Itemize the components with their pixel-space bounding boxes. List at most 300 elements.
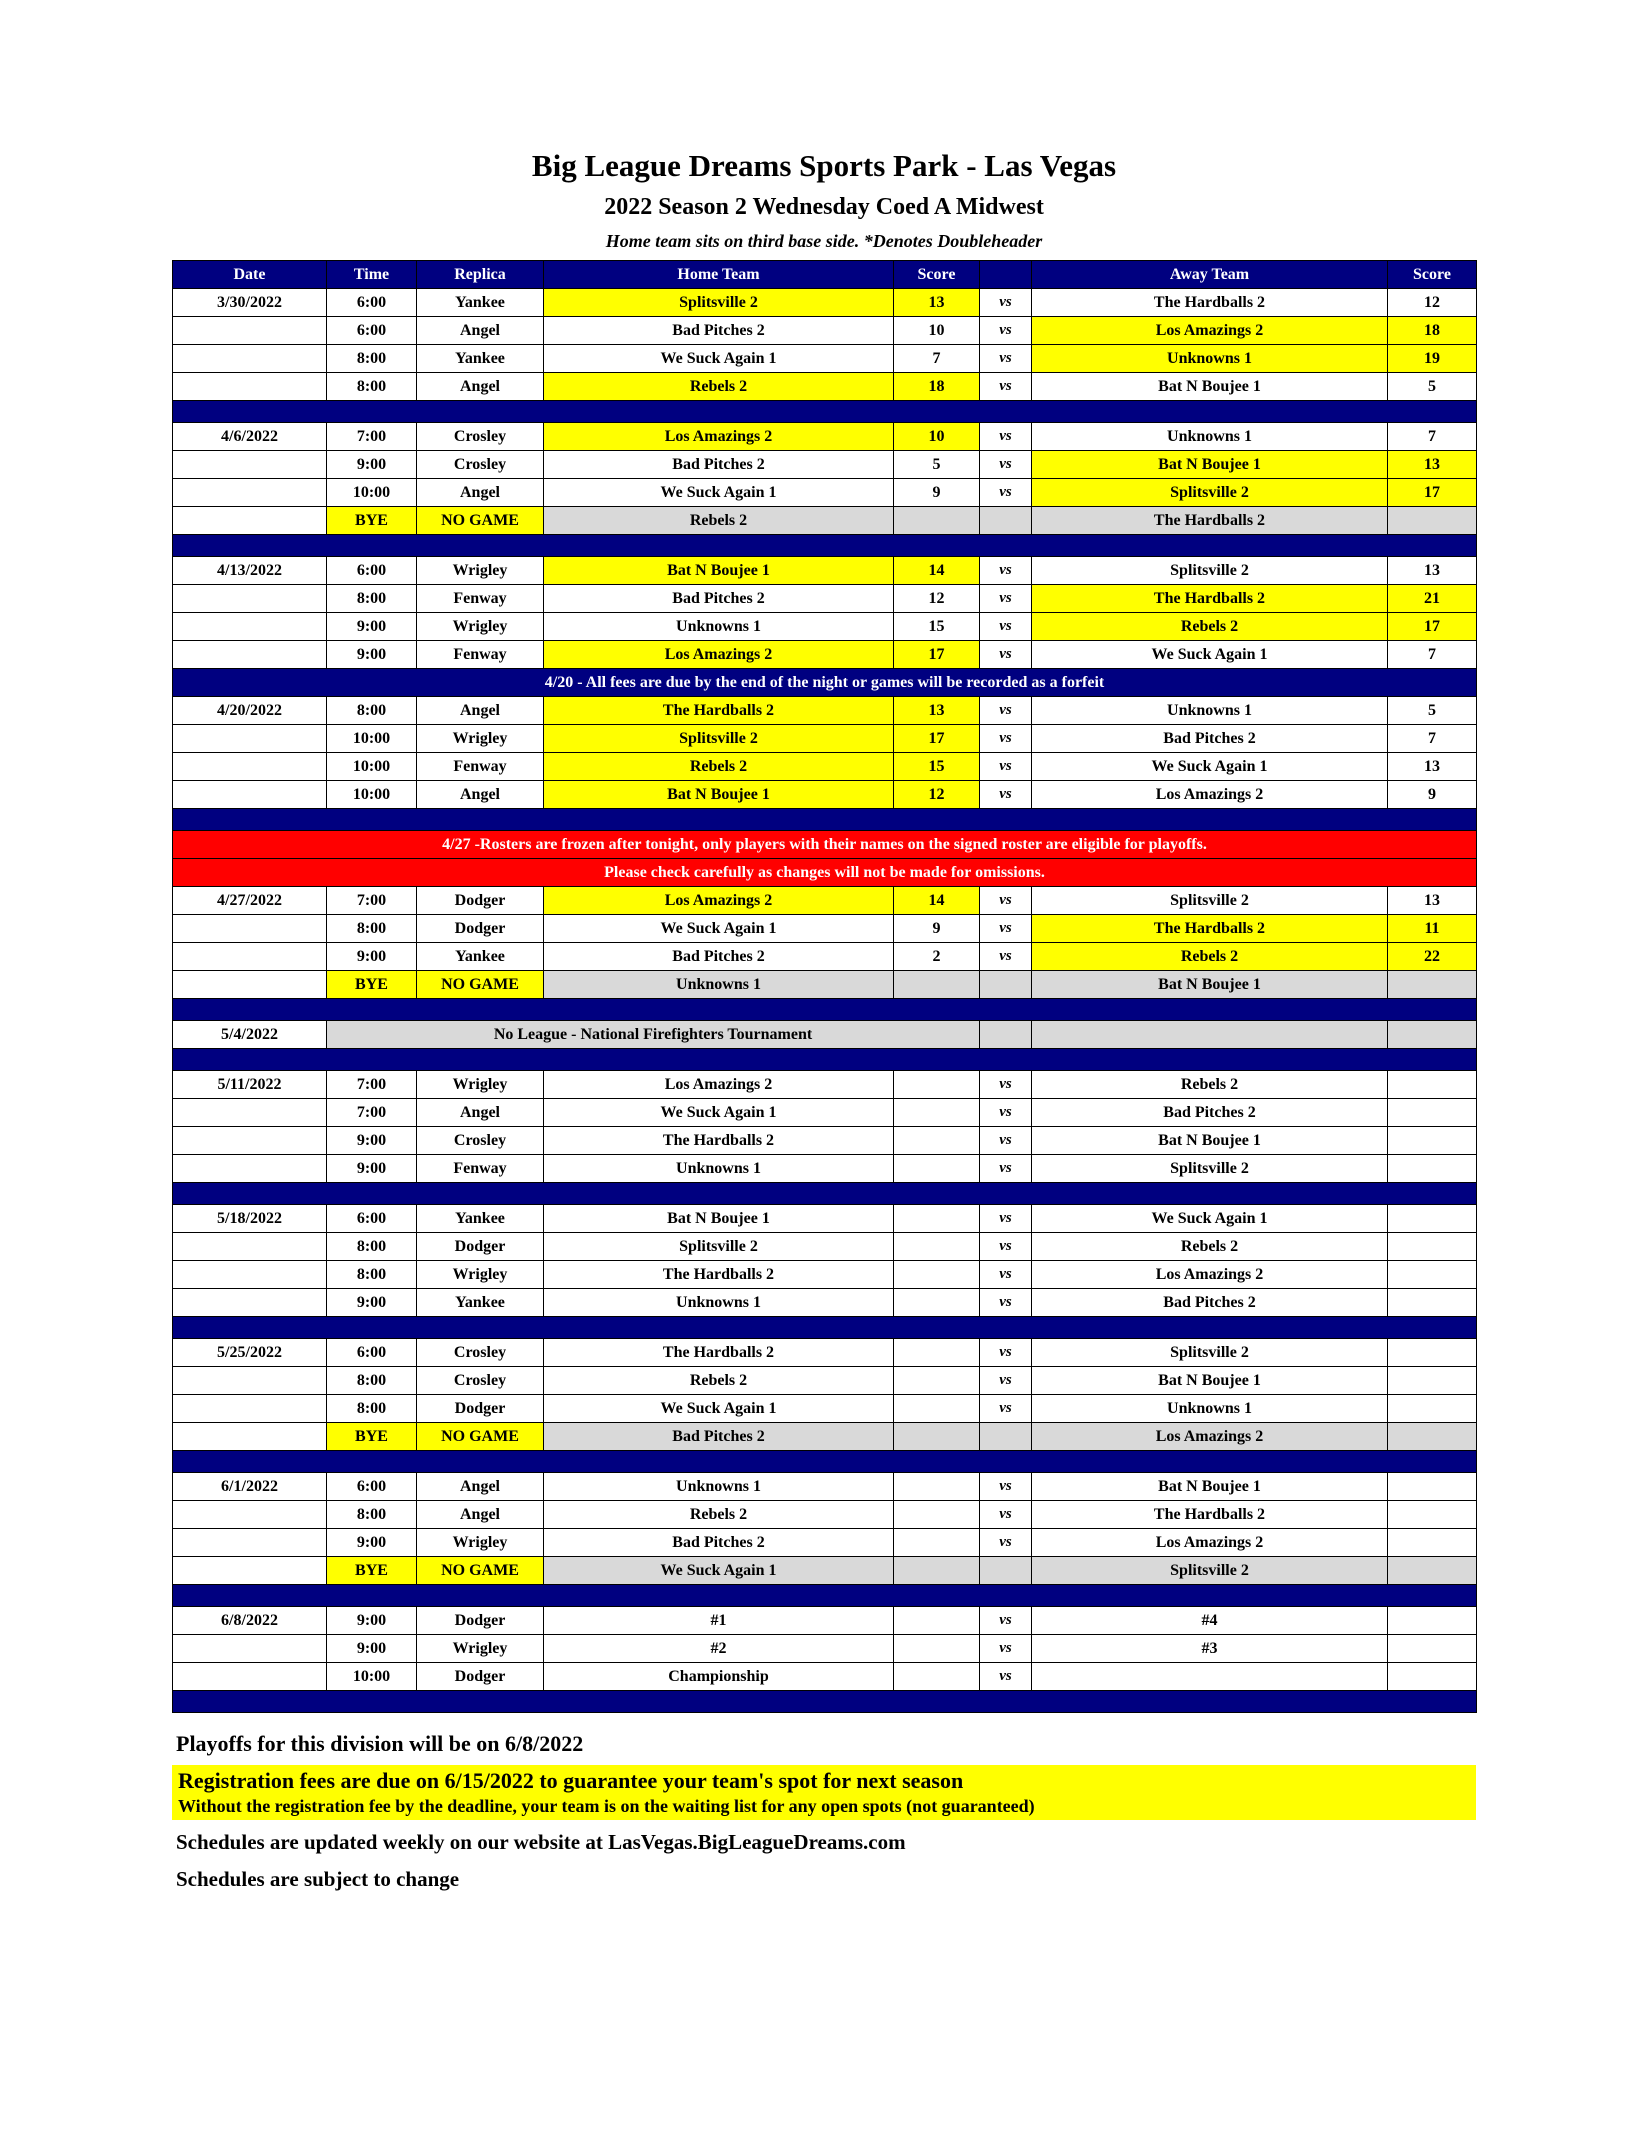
away-score-cell: 13 — [1388, 753, 1477, 781]
bye-row — [173, 1423, 1477, 1451]
date-cell — [173, 507, 327, 535]
home-score-cell — [894, 1473, 980, 1501]
away-team-cell: Bat N Boujee 1 — [1032, 451, 1388, 479]
away-team-cell: The Hardballs 2 — [1032, 915, 1388, 943]
date-cell — [173, 971, 327, 999]
away-score-cell — [1388, 1205, 1477, 1233]
home-team-cell: Unknowns 1 — [544, 1473, 894, 1501]
no-league-row — [173, 1021, 1477, 1049]
time-cell: 8:00 — [327, 345, 417, 373]
replica-cell: Angel — [417, 781, 544, 809]
replica-cell: Crosley — [417, 451, 544, 479]
home-team-cell: Los Amazings 2 — [544, 423, 894, 451]
away-score-cell: 12 — [1388, 289, 1477, 317]
home-score-cell: 12 — [894, 781, 980, 809]
home-team-cell: Rebels 2 — [544, 1367, 894, 1395]
game-row — [173, 887, 1477, 915]
time-cell: 7:00 — [327, 423, 417, 451]
date-cell — [173, 585, 327, 613]
away-score-cell — [1388, 1339, 1477, 1367]
home-score-cell: 13 — [894, 697, 980, 725]
separator-bar — [173, 1183, 1477, 1205]
time-cell: BYE — [327, 1423, 417, 1451]
game-row — [173, 641, 1477, 669]
date-cell — [173, 613, 327, 641]
home-score-cell: 17 — [894, 641, 980, 669]
vs-cell: vs — [980, 697, 1032, 725]
date-cell: 6/1/2022 — [173, 1473, 327, 1501]
away-team-cell: The Hardballs 2 — [1032, 289, 1388, 317]
vs-cell: vs — [980, 289, 1032, 317]
home-team-cell: Rebels 2 — [544, 753, 894, 781]
home-team-cell: Bat N Boujee 1 — [544, 781, 894, 809]
away-team-cell: Bad Pitches 2 — [1032, 1289, 1388, 1317]
time-cell: 6:00 — [327, 1339, 417, 1367]
date-cell — [173, 1557, 327, 1585]
away-score-cell — [1388, 1261, 1477, 1289]
time-cell: 9:00 — [327, 1607, 417, 1635]
home-team-cell: Unknowns 1 — [544, 1289, 894, 1317]
home-team-cell: Bad Pitches 2 — [544, 317, 894, 345]
home-team-cell: We Suck Again 1 — [544, 1557, 894, 1585]
replica-cell: Dodger — [417, 887, 544, 915]
away-team-cell: Bat N Boujee 1 — [1032, 1473, 1388, 1501]
time-cell: 10:00 — [327, 725, 417, 753]
vs-cell: vs — [980, 1071, 1032, 1099]
date-cell — [173, 1367, 327, 1395]
home-team-cell: Bad Pitches 2 — [544, 1423, 894, 1451]
away-team-cell: We Suck Again 1 — [1032, 641, 1388, 669]
game-row — [173, 479, 1477, 507]
home-score-cell — [894, 1663, 980, 1691]
home-team-cell: We Suck Again 1 — [544, 345, 894, 373]
time-cell: 9:00 — [327, 1529, 417, 1557]
away-team-cell: Bat N Boujee 1 — [1032, 373, 1388, 401]
replica-cell: Wrigley — [417, 1071, 544, 1099]
schedule-table — [172, 260, 1477, 1713]
replica-cell: Dodger — [417, 915, 544, 943]
time-cell: 6:00 — [327, 557, 417, 585]
separator-bar — [173, 809, 1477, 831]
home-team-cell: Bad Pitches 2 — [544, 585, 894, 613]
vs-cell: vs — [980, 1501, 1032, 1529]
away-team-cell — [1032, 1021, 1388, 1049]
fees-due-notice-row — [173, 669, 1477, 697]
schedule-table-head — [173, 261, 1477, 289]
date-cell — [173, 451, 327, 479]
home-score-cell: 15 — [894, 753, 980, 781]
time-cell: 6:00 — [327, 1473, 417, 1501]
away-score-cell: 13 — [1388, 557, 1477, 585]
home-team-cell: Bat N Boujee 1 — [544, 1205, 894, 1233]
vs-cell: vs — [980, 1395, 1032, 1423]
home-team-cell: Bad Pitches 2 — [544, 943, 894, 971]
replica-cell: Angel — [417, 697, 544, 725]
home-score-cell: 14 — [894, 887, 980, 915]
home-team-cell: We Suck Again 1 — [544, 915, 894, 943]
away-score-cell: 19 — [1388, 345, 1477, 373]
date-cell: 5/25/2022 — [173, 1339, 327, 1367]
away-score-cell — [1388, 1395, 1477, 1423]
game-row — [173, 1071, 1477, 1099]
time-cell: 7:00 — [327, 1099, 417, 1127]
away-score-cell: 7 — [1388, 725, 1477, 753]
game-row — [173, 1155, 1477, 1183]
date-cell — [173, 345, 327, 373]
time-cell: 8:00 — [327, 1395, 417, 1423]
time-cell: 9:00 — [327, 451, 417, 479]
date-cell — [173, 1127, 327, 1155]
vs-cell: vs — [980, 585, 1032, 613]
time-cell: 8:00 — [327, 1501, 417, 1529]
home-team-cell: Bad Pitches 2 — [544, 1529, 894, 1557]
away-score-cell — [1388, 1423, 1477, 1451]
game-row — [173, 1261, 1477, 1289]
date-cell — [173, 1635, 327, 1663]
away-team-cell: Splitsville 2 — [1032, 1557, 1388, 1585]
home-score-cell — [894, 1529, 980, 1557]
separator-bar — [173, 535, 1477, 557]
away-score-cell — [1388, 1529, 1477, 1557]
time-cell: 8:00 — [327, 1233, 417, 1261]
date-cell — [173, 317, 327, 345]
date-cell: 4/6/2022 — [173, 423, 327, 451]
time-cell: 10:00 — [327, 753, 417, 781]
game-row — [173, 345, 1477, 373]
away-team-cell: Los Amazings 2 — [1032, 1261, 1388, 1289]
date-cell — [173, 725, 327, 753]
away-team-cell: Bat N Boujee 1 — [1032, 971, 1388, 999]
time-cell: 8:00 — [327, 585, 417, 613]
vs-cell: vs — [980, 753, 1032, 781]
away-team-cell: Los Amazings 2 — [1032, 1423, 1388, 1451]
away-score-cell — [1388, 1155, 1477, 1183]
vs-cell: vs — [980, 613, 1032, 641]
replica-cell: Yankee — [417, 289, 544, 317]
page-subtitle: 2022 Season 2 Wednesday Coed A Midwest — [604, 194, 1044, 220]
game-row — [173, 557, 1477, 585]
replica-cell: Wrigley — [417, 1529, 544, 1557]
home-score-cell: 13 — [894, 289, 980, 317]
away-score-cell: 9 — [1388, 781, 1477, 809]
home-score-cell: 17 — [894, 725, 980, 753]
home-score-cell: 12 — [894, 585, 980, 613]
date-cell — [173, 915, 327, 943]
away-score-cell: 7 — [1388, 641, 1477, 669]
date-cell — [173, 1099, 327, 1127]
vs-cell: vs — [980, 1289, 1032, 1317]
game-row — [173, 1289, 1477, 1317]
replica-cell: Yankee — [417, 345, 544, 373]
away-team-cell: We Suck Again 1 — [1032, 753, 1388, 781]
time-cell: BYE — [327, 1557, 417, 1585]
vs-cell: vs — [980, 887, 1032, 915]
game-row — [173, 1205, 1477, 1233]
game-row — [173, 1233, 1477, 1261]
vs-cell: vs — [980, 1205, 1032, 1233]
separator-bar — [173, 1585, 1477, 1607]
vs-cell — [980, 971, 1032, 999]
home-score-cell — [894, 1367, 980, 1395]
away-team-cell: Bad Pitches 2 — [1032, 725, 1388, 753]
home-team-cell: The Hardballs 2 — [544, 1261, 894, 1289]
date-cell — [173, 781, 327, 809]
separator-bar — [173, 1691, 1477, 1713]
vs-cell: vs — [980, 1663, 1032, 1691]
replica-cell: Dodger — [417, 1395, 544, 1423]
date-cell: 4/13/2022 — [173, 557, 327, 585]
separator-bar — [173, 1049, 1477, 1071]
vs-cell: vs — [980, 1099, 1032, 1127]
game-row — [173, 451, 1477, 479]
away-score-cell — [1388, 1127, 1477, 1155]
home-team-cell: Unknowns 1 — [544, 1155, 894, 1183]
away-score-cell: 13 — [1388, 887, 1477, 915]
away-score-cell: 17 — [1388, 613, 1477, 641]
home-team-cell: We Suck Again 1 — [544, 1395, 894, 1423]
away-score-cell — [1388, 1473, 1477, 1501]
game-row — [173, 697, 1477, 725]
vs-cell — [980, 1423, 1032, 1451]
game-row — [173, 585, 1477, 613]
header-date: Date — [173, 261, 327, 289]
game-row — [173, 613, 1477, 641]
home-team-cell: The Hardballs 2 — [544, 1339, 894, 1367]
home-score-cell — [894, 1127, 980, 1155]
game-row — [173, 1395, 1477, 1423]
separator-row — [173, 535, 1477, 557]
away-score-cell — [1388, 1099, 1477, 1127]
game-row — [173, 915, 1477, 943]
separator-bar — [173, 999, 1477, 1021]
away-team-cell: #4 — [1032, 1607, 1388, 1635]
vs-cell: vs — [980, 557, 1032, 585]
replica-cell: Angel — [417, 373, 544, 401]
separator-row — [173, 1049, 1477, 1071]
away-score-cell — [1388, 1071, 1477, 1099]
separator-row — [173, 999, 1477, 1021]
away-team-cell: Bad Pitches 2 — [1032, 1099, 1388, 1127]
schedule-table-body — [173, 289, 1477, 1713]
footer-waitlist-note: Without the registration fee by the deadline, your team is on the waiting list for any open spots (not guaranteed) — [178, 1796, 1035, 1816]
bye-row — [173, 1557, 1477, 1585]
time-cell: 9:00 — [327, 641, 417, 669]
away-score-cell — [1388, 1663, 1477, 1691]
replica-cell: Angel — [417, 1501, 544, 1529]
date-cell: 5/18/2022 — [173, 1205, 327, 1233]
time-cell: 7:00 — [327, 1071, 417, 1099]
notice-text: Please check carefully as changes will not be made for omissions. — [173, 859, 1477, 887]
home-team-cell: Unknowns 1 — [544, 971, 894, 999]
away-score-cell: 5 — [1388, 373, 1477, 401]
vs-cell — [980, 1557, 1032, 1585]
footer-website-note: Schedules are updated weekly on our website at LasVegas.BigLeagueDreams.com — [176, 1830, 906, 1854]
away-score-cell: 21 — [1388, 585, 1477, 613]
home-team-cell: Rebels 2 — [544, 373, 894, 401]
header-row — [173, 261, 1477, 289]
away-team-cell: Splitsville 2 — [1032, 1155, 1388, 1183]
home-team-cell: Los Amazings 2 — [544, 641, 894, 669]
game-row — [173, 943, 1477, 971]
away-team-cell: Splitsville 2 — [1032, 1339, 1388, 1367]
time-cell: 8:00 — [327, 373, 417, 401]
time-cell: 6:00 — [327, 289, 417, 317]
date-cell: 6/8/2022 — [173, 1607, 327, 1635]
notice-text: 4/20 - All fees are due by the end of the night or games will be recorded as a forfeit — [173, 669, 1477, 697]
replica-cell: NO GAME — [417, 507, 544, 535]
replica-cell: Angel — [417, 1473, 544, 1501]
away-score-cell — [1388, 1557, 1477, 1585]
date-cell: 3/30/2022 — [173, 289, 327, 317]
vs-cell: vs — [980, 1261, 1032, 1289]
away-score-cell — [1388, 507, 1477, 535]
home-team-cell: The Hardballs 2 — [544, 697, 894, 725]
vs-cell: vs — [980, 1529, 1032, 1557]
time-cell: 10:00 — [327, 781, 417, 809]
home-score-cell: 2 — [894, 943, 980, 971]
home-score-cell — [894, 1155, 980, 1183]
home-score-cell — [894, 1395, 980, 1423]
time-cell: 6:00 — [327, 317, 417, 345]
separator-row — [173, 1451, 1477, 1473]
date-cell — [173, 1261, 327, 1289]
away-score-cell: 11 — [1388, 915, 1477, 943]
home-team-cell: Bat N Boujee 1 — [544, 557, 894, 585]
replica-cell: Yankee — [417, 943, 544, 971]
away-team-cell: Unknowns 1 — [1032, 697, 1388, 725]
time-cell: 9:00 — [327, 1289, 417, 1317]
header-home-score: Score — [894, 261, 980, 289]
away-team-cell: The Hardballs 2 — [1032, 585, 1388, 613]
home-team-cell: We Suck Again 1 — [544, 1099, 894, 1127]
vs-cell: vs — [980, 373, 1032, 401]
header-away-team: Away Team — [1032, 261, 1388, 289]
home-score-cell: 9 — [894, 915, 980, 943]
home-score-cell — [894, 1557, 980, 1585]
home-score-cell: 14 — [894, 557, 980, 585]
away-team-cell: Rebels 2 — [1032, 1071, 1388, 1099]
replica-cell: Angel — [417, 1099, 544, 1127]
home-team-cell: Los Amazings 2 — [544, 887, 894, 915]
date-cell — [173, 943, 327, 971]
separator-row — [173, 401, 1477, 423]
away-team-cell: Unknowns 1 — [1032, 1395, 1388, 1423]
home-score-cell: 7 — [894, 345, 980, 373]
notice-text: 4/27 -Rosters are frozen after tonight, only players with their names on the signed roster are eligible for playoffs. — [173, 831, 1477, 859]
home-score-cell — [894, 1261, 980, 1289]
game-row — [173, 1501, 1477, 1529]
game-row — [173, 289, 1477, 317]
date-cell: 5/11/2022 — [173, 1071, 327, 1099]
vs-cell: vs — [980, 1155, 1032, 1183]
vs-cell: vs — [980, 317, 1032, 345]
away-team-cell: Unknowns 1 — [1032, 423, 1388, 451]
date-cell — [173, 1663, 327, 1691]
time-cell: 9:00 — [327, 613, 417, 641]
home-score-cell — [894, 1071, 980, 1099]
away-team-cell — [1032, 1663, 1388, 1691]
date-cell: 4/20/2022 — [173, 697, 327, 725]
replica-cell: Angel — [417, 479, 544, 507]
date-cell — [173, 1501, 327, 1529]
replica-cell: Crosley — [417, 1339, 544, 1367]
vs-cell: vs — [980, 1607, 1032, 1635]
away-score-cell: 17 — [1388, 479, 1477, 507]
game-row — [173, 1099, 1477, 1127]
replica-cell: Yankee — [417, 1289, 544, 1317]
footer-registration-note: Registration fees are due on 6/15/2022 to guarantee your team's spot for next season — [178, 1768, 964, 1793]
footer-registration-block — [172, 1765, 1476, 1820]
home-score-cell: 10 — [894, 317, 980, 345]
home-team-cell: #2 — [544, 1635, 894, 1663]
game-row — [173, 781, 1477, 809]
replica-cell: Fenway — [417, 641, 544, 669]
vs-cell: vs — [980, 1635, 1032, 1663]
roster-freeze-notice-row — [173, 831, 1477, 859]
separator-row — [173, 809, 1477, 831]
replica-cell: Crosley — [417, 423, 544, 451]
header-time: Time — [327, 261, 417, 289]
header-home-team: Home Team — [544, 261, 894, 289]
home-score-cell — [894, 1423, 980, 1451]
replica-cell: Angel — [417, 317, 544, 345]
date-cell — [173, 1289, 327, 1317]
home-team-cell: Bad Pitches 2 — [544, 451, 894, 479]
time-cell: 9:00 — [327, 1155, 417, 1183]
time-cell: 7:00 — [327, 887, 417, 915]
bye-row — [173, 507, 1477, 535]
header-replica: Replica — [417, 261, 544, 289]
no-league-text: No League - National Firefighters Tournament — [327, 1021, 980, 1049]
away-team-cell: Rebels 2 — [1032, 613, 1388, 641]
home-score-cell — [894, 507, 980, 535]
home-score-cell: 15 — [894, 613, 980, 641]
roster-freeze-notice-row — [173, 859, 1477, 887]
home-team-cell: Splitsville 2 — [544, 289, 894, 317]
game-row — [173, 1663, 1477, 1691]
away-team-cell: Rebels 2 — [1032, 1233, 1388, 1261]
time-cell: 9:00 — [327, 943, 417, 971]
replica-cell: NO GAME — [417, 971, 544, 999]
footer — [172, 1731, 1476, 1892]
vs-cell: vs — [980, 781, 1032, 809]
away-team-cell: Splitsville 2 — [1032, 887, 1388, 915]
vs-cell — [980, 1021, 1032, 1049]
home-team-cell: Splitsville 2 — [544, 1233, 894, 1261]
time-cell: BYE — [327, 971, 417, 999]
vs-cell — [980, 507, 1032, 535]
date-cell: 4/27/2022 — [173, 887, 327, 915]
separator-bar — [173, 401, 1477, 423]
game-row — [173, 1473, 1477, 1501]
away-team-cell: The Hardballs 2 — [1032, 507, 1388, 535]
vs-cell: vs — [980, 641, 1032, 669]
game-row — [173, 1635, 1477, 1663]
away-team-cell: The Hardballs 2 — [1032, 1501, 1388, 1529]
vs-cell: vs — [980, 943, 1032, 971]
away-score-cell — [1388, 1233, 1477, 1261]
away-score-cell: 7 — [1388, 423, 1477, 451]
home-score-cell: 5 — [894, 451, 980, 479]
footer-subject-to-change-note: Schedules are subject to change — [176, 1867, 460, 1891]
date-cell: 5/4/2022 — [173, 1021, 327, 1049]
away-team-cell: Los Amazings 2 — [1032, 781, 1388, 809]
home-score-cell — [894, 971, 980, 999]
date-cell — [173, 1395, 327, 1423]
date-cell — [173, 753, 327, 781]
bye-row — [173, 971, 1477, 999]
away-score-cell — [1388, 1289, 1477, 1317]
